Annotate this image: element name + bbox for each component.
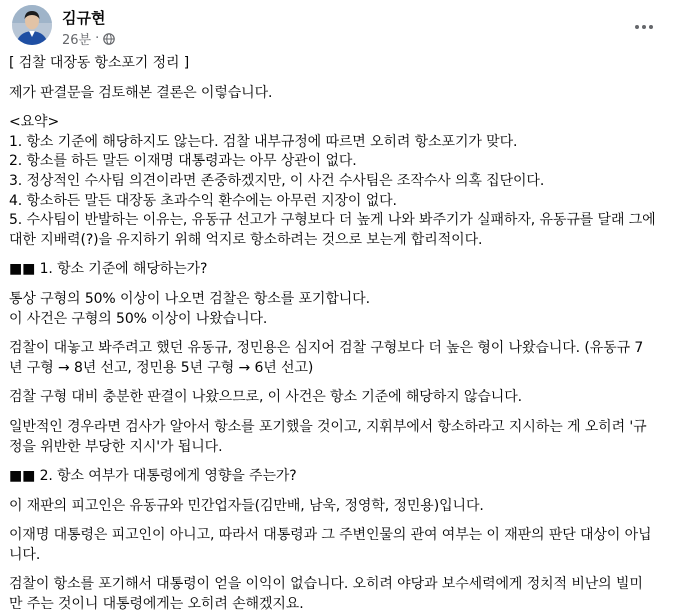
paragraph-line: 검찰이 대놓고 봐주려고 했던 유동규, 정민용은 심지어 검찰 구형보다 더 높은 형이 나왔습니다. (유동규 7: [9, 340, 644, 357]
post-body: [9, 54, 664, 615]
paragraph-line: 정을 위반한 부당한 지시'가 됩니다.: [9, 438, 223, 455]
summary-line: 대한 지배력(?)을 유지하기 위해 억지로 항소하려는 것으로 보는게 합리적이다.: [9, 231, 483, 248]
paragraph-line: 이 재판의 피고인은 유동규와 민간업자들(김만배, 남욱, 정영학, 정민용)입니다.: [9, 497, 484, 514]
paragraph-line: 이 사건은 구형의 50% 이상이 나왔습니다.: [9, 310, 268, 327]
summary-line: 1. 항소 기준에 해당하지도 않는다. 검찰 내부규정에 따르면 오히려 항소포기가 맞다.: [9, 133, 518, 150]
author-name[interactable]: 김규현: [62, 9, 106, 27]
post-title: [ 검찰 대장동 항소포기 정리 ]: [9, 55, 190, 71]
meta-separator: ·: [95, 31, 100, 46]
paragraph-line: 검찰 구형 대비 충분한 판결이 나왔으므로, 이 사건은 항소 기준에 해당하지 않습니다.: [9, 389, 522, 406]
paragraph-line: 통상 구형의 50% 이상이 나오면 검찰은 항소를 포기합니다.: [9, 290, 370, 307]
paragraph-line: 만 주는 것이니 대통령에게는 오히려 손해겠지요.: [9, 596, 304, 613]
avatar-image: [12, 5, 52, 45]
section-2-title: ■■ 2. 항소 여부가 대통령에게 영향을 주는가?: [9, 468, 297, 485]
summary-line: 2. 항소를 하든 말든 이재명 대통령과는 아무 상관이 없다.: [9, 153, 357, 170]
more-icon: [634, 24, 654, 30]
paragraph-line: 년 구형 → 8년 선고, 정민용 5년 구형 → 6년 선고): [9, 359, 314, 376]
post-time[interactable]: 26분: [62, 33, 92, 48]
paragraph-line: 일반적인 경우라면 검사가 알아서 항소를 포기했을 것이고, 지휘부에서 항소하라고 지시하는 게 오히려 '규: [9, 418, 647, 435]
summary-line: 4. 항소하든 말든 대장동 초과수익 환수에는 아무런 지장이 없다.: [9, 192, 397, 209]
more-options-button[interactable]: [626, 9, 662, 45]
summary-line: 3. 정상적인 수사팀 의견이라면 존중하겠지만, 이 사건 수사팀은 조작수사 의혹 집단이다.: [9, 172, 545, 189]
summary-line: 5. 수사팀이 반발하는 이유는, 유동규 선고가 구형보다 더 높게 나와 봐주기가 실패하자, 유동규를 달래 그에: [9, 212, 656, 229]
post-meta: [62, 29, 115, 48]
post-header: [12, 5, 662, 49]
paragraph-line: 이재명 대통령은 피고인이 아니고, 따라서 대통령과 그 주변인물의 관여 여부는 이 재판의 판단 대상이 아닙니다.: [9, 527, 652, 563]
paragraph-line: 검찰이 항소를 포기해서 대통령이 얻을 이익이 없습니다. 오히려 야당과 보수세력에게 정치적 비난의 빌미: [9, 576, 643, 593]
author-avatar[interactable]: [12, 5, 52, 45]
section-1-title: ■■ 1. 항소 기준에 해당하는가?: [9, 261, 208, 278]
intro-text: 제가 판결문을 검토해본 결론은 이렇습니다.: [9, 84, 273, 101]
summary-header: <요약>: [9, 114, 60, 131]
globe-icon[interactable]: [103, 33, 115, 45]
